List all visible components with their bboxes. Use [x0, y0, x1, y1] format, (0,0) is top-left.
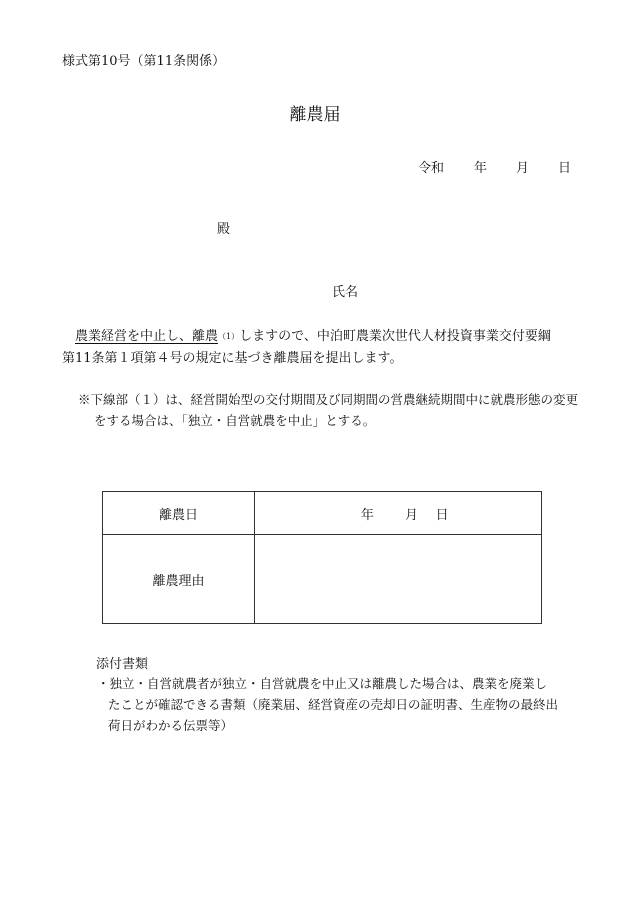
page-title: 離農届: [289, 105, 341, 125]
attachments-heading: 添付書類: [96, 657, 149, 672]
date-era: 令和: [418, 161, 445, 176]
withdrawal-date-day: 日: [435, 507, 449, 523]
addressee-suffix: 殿: [217, 222, 231, 237]
declaration-rest: しますので、中泊町農業次世代人材投資事業交付要綱第11条第１項第４号の規定に基づき離農届を提出します。: [62, 329, 551, 366]
declaration-underlined: 農業経営を中止し、離農: [75, 329, 219, 344]
date-month: 月: [516, 161, 530, 176]
withdrawal-date-field[interactable]: [255, 492, 542, 535]
withdrawal-date-year: 年: [360, 507, 374, 523]
date-line: [418, 157, 571, 176]
applicant-name-label: 氏名: [332, 285, 359, 300]
date-year: 年: [474, 161, 488, 176]
table-row: [103, 492, 542, 535]
withdrawal-reason-field[interactable]: [255, 535, 542, 624]
withdrawal-date-month: 月: [404, 507, 418, 523]
withdrawal-reason-label: 離農理由: [103, 535, 255, 624]
form-number: 様式第10号（第11条関係）: [62, 54, 226, 69]
declaration-text: [62, 326, 562, 370]
withdrawal-date-label: 離農日: [103, 492, 255, 535]
table-row: [103, 535, 542, 624]
declaration-mark: （1）: [218, 332, 240, 341]
date-day: 日: [558, 161, 572, 176]
attachments-item: ・独立・自営就農者が独立・自営就農を中止又は離農した場合は、農業を廃業したことが確認できる書類（廃業届、経営資産の売却日の証明書、生産物の最終出荷日がわかる伝票等）: [97, 676, 559, 733]
withdrawal-table: [102, 491, 542, 624]
underline-note: ※下線部（１）は、経営開始型の交付期間及び同期間の営農継続期間中に就農形態の変更をする場合は、「独立・自営就農を中止」とする。: [78, 392, 579, 428]
